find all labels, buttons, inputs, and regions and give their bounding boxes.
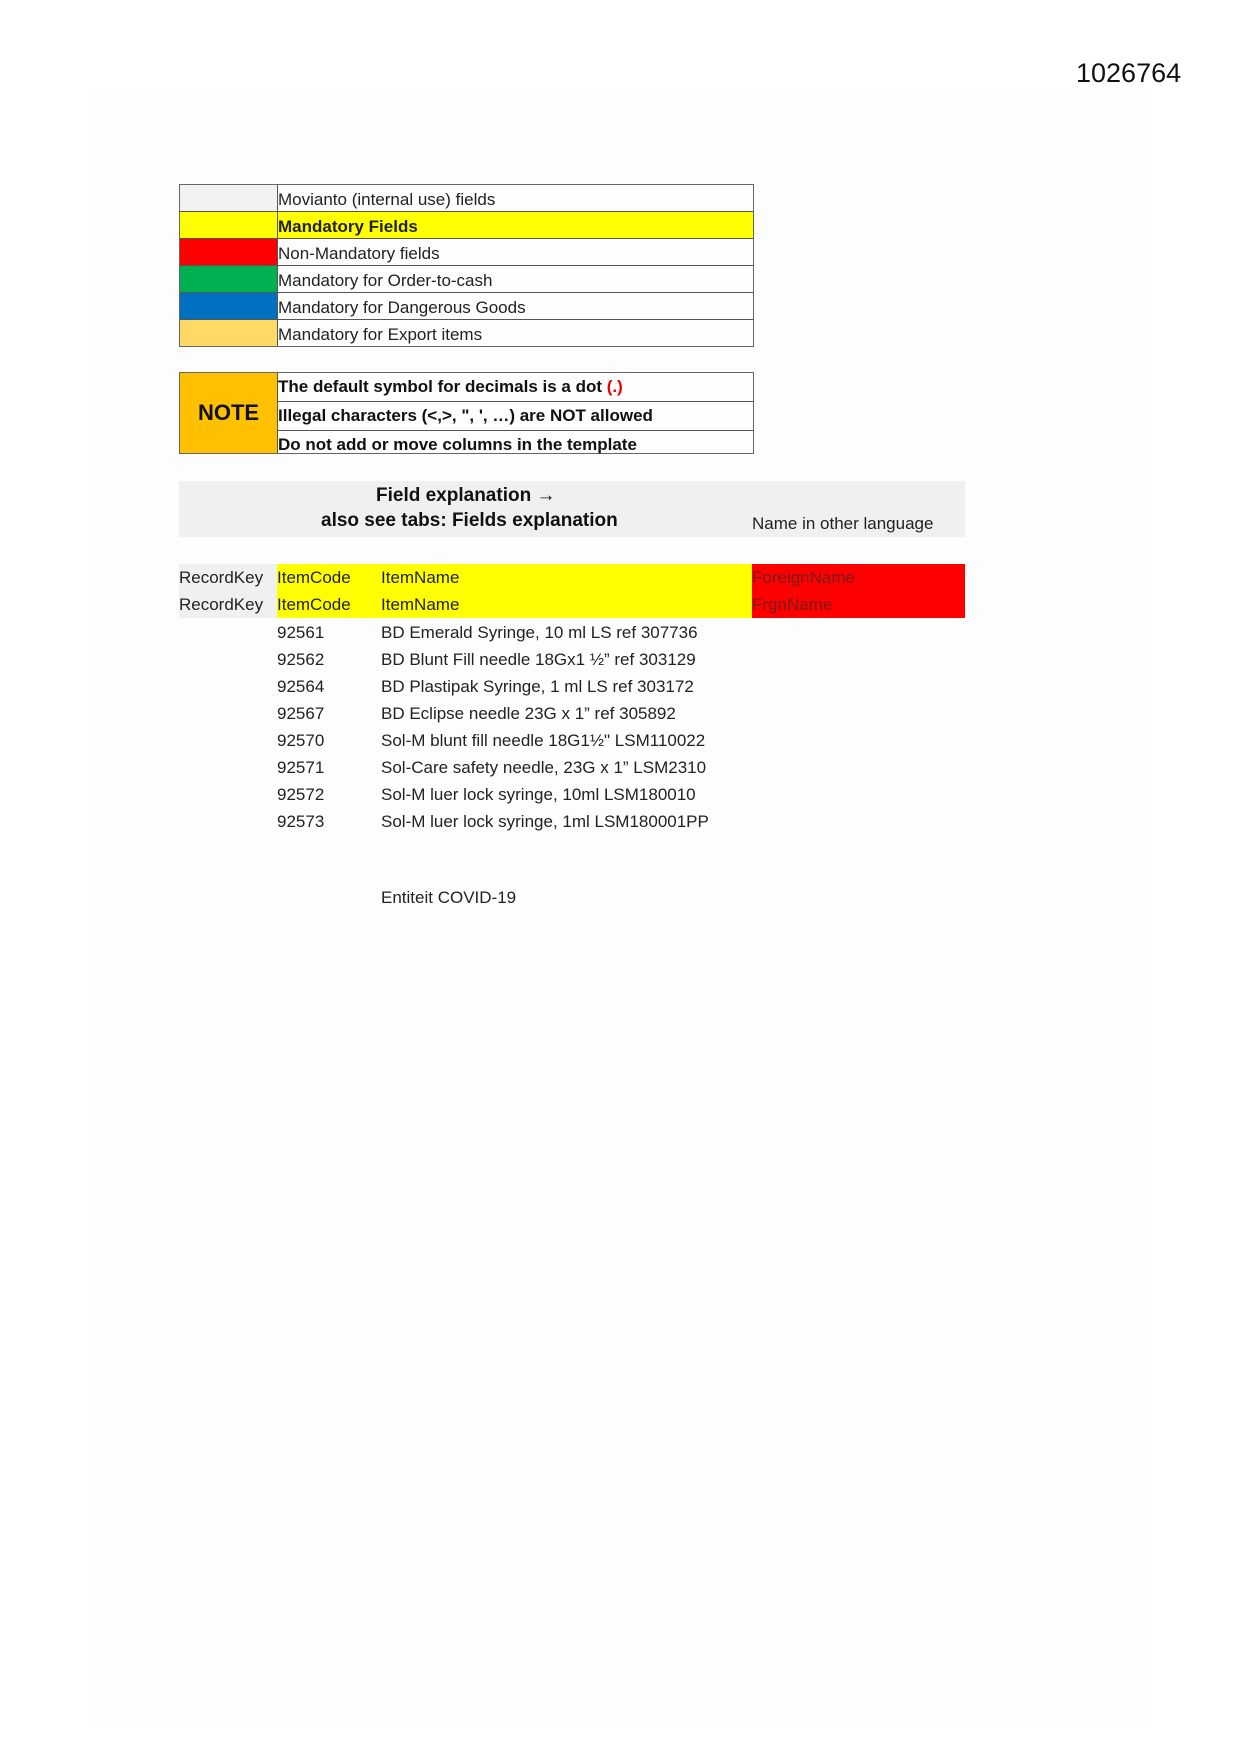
note-label: NOTE [180, 373, 278, 453]
header-foreign-name: FrgnName [752, 591, 965, 618]
legend-swatch [180, 212, 278, 238]
item-code: 92571 [277, 758, 325, 777]
field-explanation-box [179, 481, 965, 537]
header-row [179, 564, 965, 591]
table-row [179, 700, 965, 727]
item-name: Sol-M luer lock syringe, 1ml LSM180001PP [381, 812, 709, 831]
legend-row [180, 238, 753, 265]
table-row [179, 646, 965, 673]
legend-swatch [180, 266, 278, 292]
note-text: The default symbol for decimals is a dot [278, 377, 607, 396]
item-code: 92561 [277, 623, 325, 642]
item-code: 92567 [277, 704, 325, 723]
legend-row [180, 185, 753, 211]
note-line-decimals [278, 373, 753, 401]
table-row [179, 673, 965, 700]
other-language-label: Name in other language [752, 514, 934, 533]
legend-row [180, 211, 753, 238]
item-code: 92573 [277, 812, 325, 831]
item-name: Sol-M luer lock syringe, 10ml LSM180010 [381, 785, 696, 804]
legend-label: Mandatory for Order-to-cash [278, 271, 493, 290]
legend-swatch [180, 185, 278, 211]
header-row [179, 591, 965, 618]
document-number: 1026764 [1076, 58, 1182, 88]
item-table [179, 619, 965, 835]
header-item-code: ItemCode [277, 591, 381, 618]
item-code: 92572 [277, 785, 325, 804]
table-row [179, 781, 965, 808]
item-code: 92570 [277, 731, 325, 750]
color-legend [179, 184, 754, 347]
item-name: Sol-Care safety needle, 23G x 1” LSM2310 [381, 758, 707, 777]
item-name: BD Plastipak Syringe, 1 ml LS ref 303172 [381, 677, 694, 696]
legend-swatch [180, 293, 278, 319]
item-code: 92564 [277, 677, 325, 696]
entity-label: Entiteit COVID-19 [381, 888, 517, 907]
note-line-columns: Do not add or move columns in the template [278, 430, 753, 459]
item-name: BD Eclipse needle 23G x 1” ref 305892 [381, 704, 676, 723]
item-name: Sol-M blunt fill needle 18G1½" LSM110022 [381, 731, 706, 750]
table-row [179, 727, 965, 754]
header-item-name: ItemName [381, 591, 752, 618]
header-item-code: ItemCode [277, 564, 381, 591]
legend-label: Movianto (internal use) fields [278, 190, 496, 209]
legend-label: Non-Mandatory fields [278, 244, 440, 263]
item-code: 92562 [277, 650, 325, 669]
legend-label: Mandatory for Export items [278, 325, 483, 344]
legend-swatch [180, 320, 278, 346]
field-explanation-subtitle: also see tabs: Fields explanation [321, 510, 618, 531]
header-record-key: RecordKey [179, 564, 277, 591]
table-row [179, 808, 965, 835]
item-name: BD Emerald Syringe, 10 ml LS ref 307736 [381, 623, 698, 642]
legend-row [180, 265, 753, 292]
legend-label: Mandatory Fields [278, 212, 753, 238]
legend-swatch [180, 239, 278, 265]
note-line-illegal-chars: Illegal characters (<,>, ", ', …) are NOT allowed [278, 401, 753, 430]
legend-row [180, 319, 753, 346]
table-row [179, 619, 965, 646]
header-foreign-name: ForeignName [752, 564, 965, 591]
note-box [179, 372, 754, 454]
table-row [179, 754, 965, 781]
note-highlight: (.) [606, 377, 623, 396]
item-name: BD Blunt Fill needle 18Gx1 ½” ref 303129 [381, 650, 696, 669]
legend-label: Mandatory for Dangerous Goods [278, 298, 526, 317]
header-record-key: RecordKey [179, 591, 277, 618]
header-item-name: ItemName [381, 564, 752, 591]
legend-row [180, 292, 753, 319]
field-explanation-title: Field explanation → [376, 485, 556, 506]
